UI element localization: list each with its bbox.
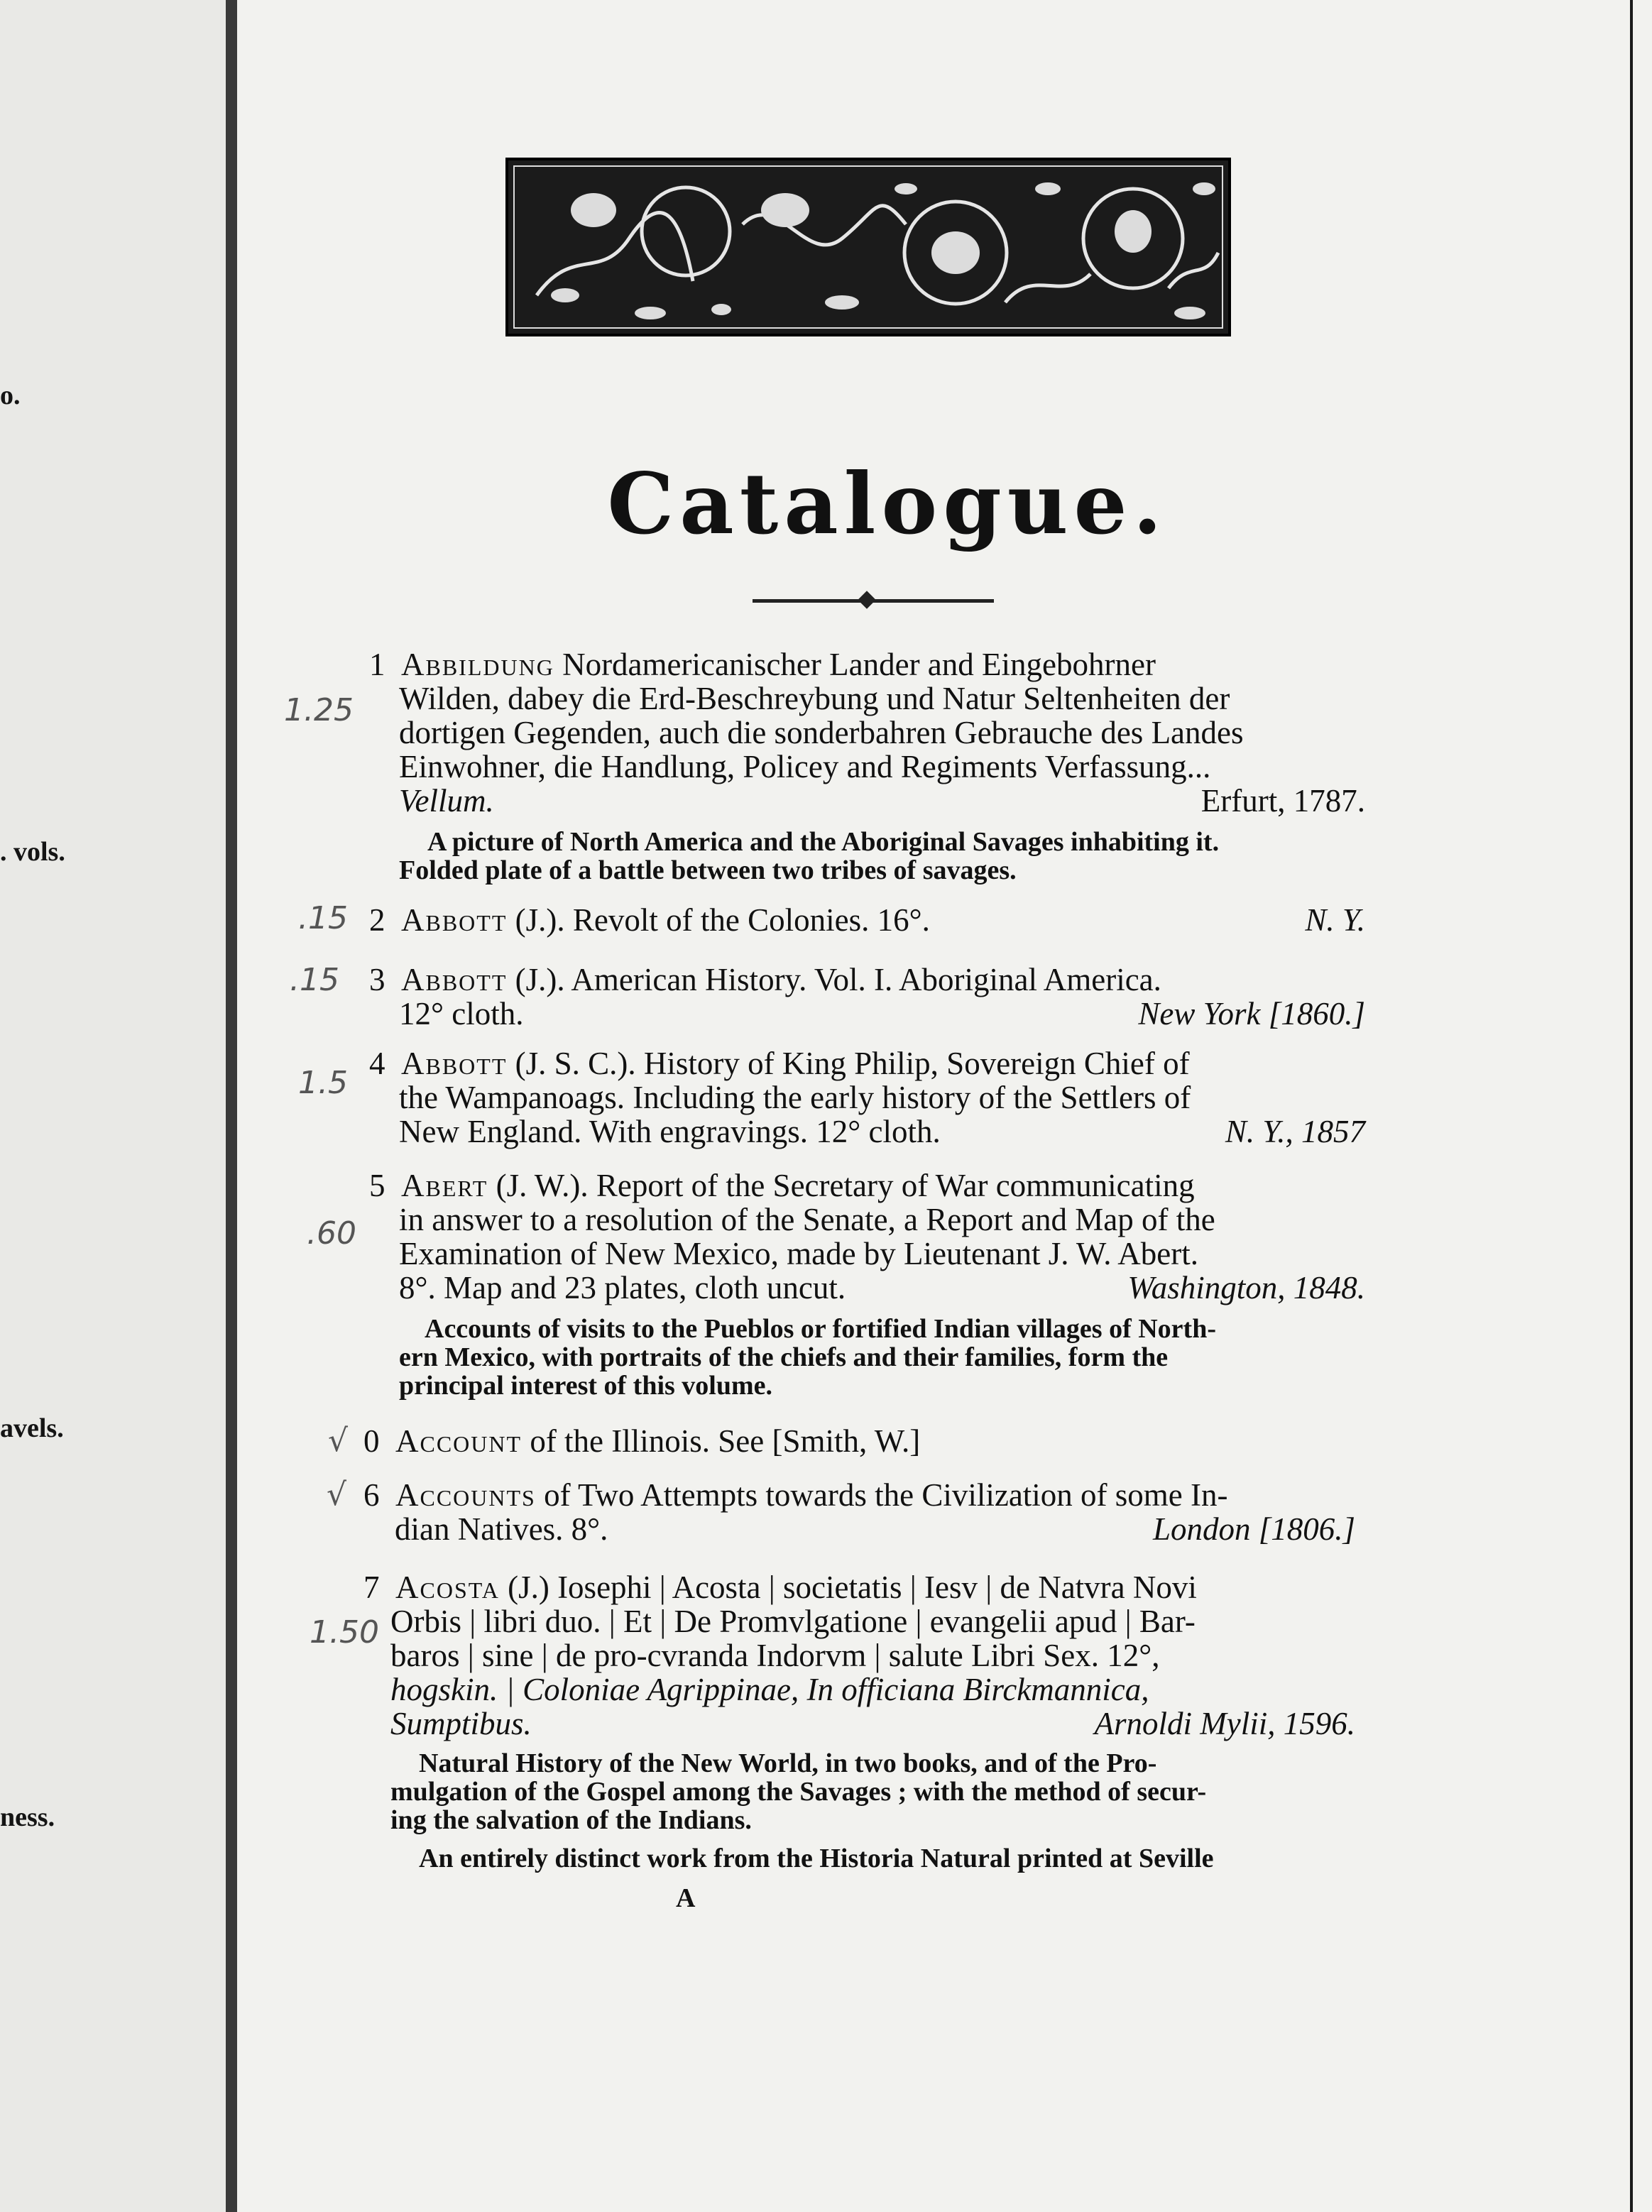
entry-line: baros | sine | de pro-cvranda Indorvm | salute Libri Sex. 12°, — [390, 1638, 1160, 1673]
entry-line: Sumptibus. — [390, 1706, 532, 1741]
entry-note: Accounts of visits to the Pueblos or fortified Indian villages of North- — [425, 1314, 1216, 1344]
check-mark-icon: √ — [327, 1477, 347, 1513]
entry-line: New England. With engravings. 12° cloth. — [399, 1114, 941, 1149]
entry-text: of Two Attempts towards the Civilization of some In- — [535, 1477, 1228, 1513]
margin-price-mark: 1.50 — [310, 1614, 379, 1650]
page-title: Catalogue. — [607, 454, 1168, 553]
entry-line: 12° cloth. — [399, 996, 524, 1031]
entry-line — [363, 1478, 1228, 1512]
entry-line — [369, 647, 1156, 681]
entry-imprint: Erfurt, 1787. — [1200, 783, 1365, 818]
entry-note: ing the salvation of the Indians. — [390, 1805, 752, 1835]
entry-line: hogskin. | Coloniae Agrippinae, In officiana Birckmannica, — [390, 1672, 1149, 1707]
entry-imprint: Washington, 1848. — [1127, 1270, 1365, 1305]
left-page-fragment: ness. — [0, 1802, 55, 1832]
entry-text: (J.). American History. Vol. I. Aboriginal America. — [507, 962, 1161, 997]
entry-note: Folded plate of a battle between two tribes of savages. — [399, 855, 1017, 885]
entry-number: 3 — [369, 962, 385, 997]
entry-line: dian Natives. 8°. — [395, 1511, 608, 1547]
entry-line: dortigen Gegenden, auch die sonderbahren Gebrauche des Landes — [399, 715, 1244, 750]
entry-text: (J.). Revolt of the Colonies. 16°. — [507, 902, 930, 938]
entry-line — [369, 903, 930, 937]
entry-heading: Abert — [401, 1168, 488, 1203]
entry-line — [369, 1046, 1190, 1080]
page-edge — [1630, 0, 1633, 2212]
entry-heading: Acosta — [395, 1570, 500, 1605]
entry-text: Nordamericanischer Lander and Eingebohrner — [554, 647, 1156, 682]
ornamental-headpiece-image — [505, 158, 1231, 336]
entry-heading: Accounts — [395, 1477, 536, 1513]
signature-mark: A — [676, 1883, 696, 1913]
entry-line: 8°. Map and 23 plates, cloth uncut. — [399, 1270, 846, 1305]
entry-imprint: Arnoldi Mylii, 1596. — [1094, 1706, 1355, 1741]
entry-text: (J.) Iosephi | Acosta | societatis | Iesv | de Natvra Novi — [499, 1570, 1197, 1605]
entry-text: (J. S. C.). History of King Philip, Sovereign Chief of — [507, 1046, 1190, 1081]
entry-line — [363, 1424, 920, 1458]
check-mark-icon: √ — [328, 1423, 349, 1459]
entry-text: (J. W.). Report of the Secretary of War communicating — [488, 1168, 1195, 1203]
entry-line: Orbis | libri duo. | Et | De Promvlgatione | evangelii apud | Bar- — [390, 1604, 1196, 1639]
entry-line: Einwohner, die Handlung, Policey and Regiments Verfassung... — [399, 749, 1211, 784]
entry-number: 5 — [369, 1168, 385, 1203]
entry-note: Natural History of the New World, in two books, and of the Pro- — [419, 1748, 1157, 1778]
entry-line — [369, 1168, 1195, 1203]
margin-price-mark: 1.25 — [284, 692, 354, 728]
margin-price-mark: .15 — [298, 900, 348, 936]
entry-number: 2 — [369, 902, 385, 938]
entry-number: 4 — [369, 1046, 385, 1081]
entry-line: Vellum. — [399, 783, 494, 818]
entry-heading: Abbildung — [401, 647, 554, 682]
left-page-fragment: o. — [0, 380, 21, 410]
entry-number: 7 — [363, 1570, 380, 1605]
entry-imprint: N. Y. — [1305, 902, 1365, 938]
entry-note: mulgation of the Gospel among the Savages ; with the method of secur- — [390, 1777, 1207, 1807]
entry-note: ern Mexico, with portraits of the chiefs and their families, form the — [399, 1342, 1169, 1372]
entry-note: A picture of North America and the Aboriginal Savages inhabiting it. — [427, 827, 1220, 857]
left-page-fragment: avels. — [0, 1413, 64, 1443]
entry-line: in answer to a resolution of the Senate, a Report and Map of the — [399, 1202, 1215, 1237]
entry-note: An entirely distinct work from the Historia Natural printed at Seville — [419, 1844, 1214, 1873]
margin-price-mark: .60 — [307, 1215, 356, 1252]
entry-line: the Wampanoags. Including the early history of the Settlers of — [399, 1080, 1191, 1115]
entry-heading: Abbott — [401, 962, 508, 997]
entry-number: 0 — [363, 1423, 380, 1459]
entry-line — [363, 1570, 1197, 1604]
entry-note: principal interest of this volume. — [399, 1371, 773, 1401]
entry-imprint: London [1806.] — [1152, 1511, 1355, 1547]
entry-number: 1 — [369, 647, 385, 682]
entry-heading: Account — [395, 1423, 523, 1459]
entry-imprint: N. Y., 1857 — [1225, 1114, 1365, 1149]
left-page-fragment: . vols. — [0, 837, 65, 867]
entry-text: of the Illinois. See [Smith, W.] — [522, 1423, 921, 1459]
entry-line — [369, 963, 1161, 997]
entry-imprint: New York [1860.] — [1138, 996, 1365, 1031]
margin-price-mark: 1.5 — [298, 1065, 348, 1101]
entry-heading: Abbott — [401, 902, 508, 938]
entry-line: Wilden, dabey die Erd-Beschreybung und Natur Seltenheiten der — [399, 681, 1230, 716]
margin-price-mark: .15 — [290, 962, 339, 998]
left-page — [0, 0, 230, 2212]
entry-line: Examination of New Mexico, made by Lieutenant J. W. Abert. — [399, 1236, 1198, 1271]
entry-heading: Abbott — [401, 1046, 508, 1081]
entry-number: 6 — [363, 1477, 380, 1513]
